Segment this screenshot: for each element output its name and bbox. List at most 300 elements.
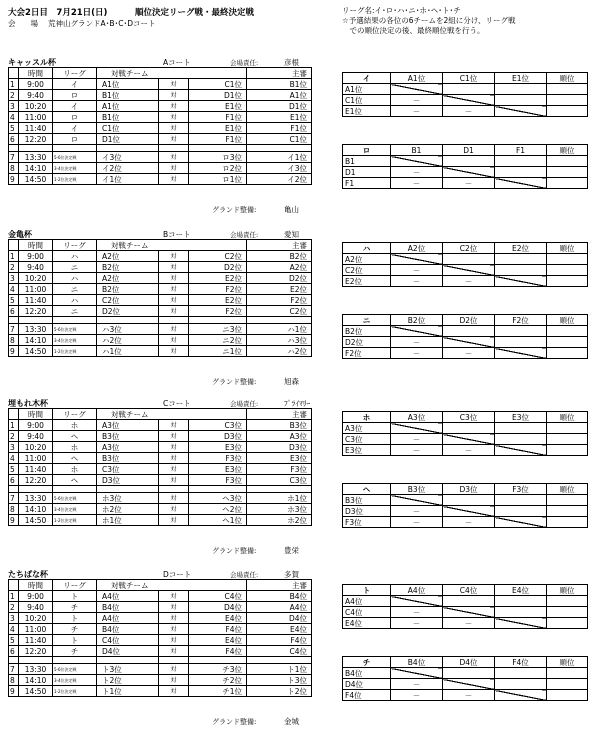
- vs-mark: 対: [159, 515, 189, 526]
- league-name: ホ: [343, 412, 391, 423]
- away-team: E2位: [189, 273, 247, 284]
- match-time: 10:20: [19, 613, 53, 624]
- vs-mark: 対: [159, 646, 189, 657]
- home-team: イ3位: [97, 152, 159, 163]
- match-time: 14:10: [19, 504, 53, 515]
- match-no: 6: [9, 306, 19, 317]
- match-time: 13:30: [19, 664, 53, 675]
- league-row-team: F3位: [343, 517, 391, 528]
- home-team: A1位: [97, 79, 159, 90]
- league-table: [342, 144, 588, 189]
- match-time: 12:20: [19, 134, 53, 145]
- header-teams: 対戦チーム: [97, 68, 247, 79]
- referee-team: E4位: [247, 624, 312, 635]
- venue-name: 荒神山グランドA･B･C･Dコート: [48, 19, 156, 28]
- spacer-cell: [53, 145, 97, 152]
- header-referee: 主審: [247, 580, 312, 591]
- self-match-cell: [495, 517, 547, 528]
- spacer-cell: [159, 657, 189, 664]
- schedule-block: [8, 398, 312, 570]
- rank-cell: [547, 326, 588, 337]
- home-team: A1位: [97, 101, 159, 112]
- result-cell: [443, 423, 495, 434]
- rank-cell: [547, 265, 588, 276]
- league-row: [343, 265, 588, 276]
- vs-mark: 対: [159, 79, 189, 90]
- league-col-team: F1: [495, 145, 547, 156]
- league-row-team: D3位: [343, 506, 391, 517]
- match-league: ホ: [53, 442, 97, 453]
- spacer-cell: [159, 145, 189, 152]
- spacer-cell: [9, 317, 19, 324]
- self-match-cell: [495, 106, 547, 117]
- away-team: ニ3位: [189, 324, 247, 335]
- result-cell: [495, 84, 547, 95]
- match-no: 7: [9, 324, 19, 335]
- self-match-cell: [443, 337, 495, 348]
- match-time: 13:30: [19, 324, 53, 335]
- league-row: [343, 337, 588, 348]
- match-row: [9, 613, 312, 624]
- match-league: 1-2位決定戦: [53, 346, 97, 357]
- league-col-team: E2位: [495, 243, 547, 254]
- home-team: イ2位: [97, 163, 159, 174]
- league-header-row: [343, 243, 588, 254]
- league-row-team: B2位: [343, 326, 391, 337]
- rank-cell: [547, 178, 588, 189]
- league-row-team: E1位: [343, 106, 391, 117]
- result-cell: [495, 679, 547, 690]
- league-row-team: B4位: [343, 668, 391, 679]
- header-league: リーグ: [53, 68, 97, 79]
- league-col-team: A4位: [391, 585, 443, 596]
- league-row-team: F2位: [343, 348, 391, 359]
- venue-resp-label: 会場責任:: [230, 400, 259, 408]
- match-league: ホ: [53, 420, 97, 431]
- match-no: 9: [9, 346, 19, 357]
- league-row: [343, 690, 588, 701]
- rank-cell: [547, 679, 588, 690]
- league-row-team: D2位: [343, 337, 391, 348]
- league-col-team: A2位: [391, 243, 443, 254]
- result-dash: －: [391, 445, 443, 456]
- vs-mark: 対: [159, 251, 189, 262]
- home-team: C2位: [97, 295, 159, 306]
- referee-team: B3位: [247, 420, 312, 431]
- result-cell: [495, 95, 547, 106]
- match-time: 14:50: [19, 346, 53, 357]
- match-row: [9, 251, 312, 262]
- match-row: [9, 515, 312, 526]
- rank-header: 順位: [547, 243, 588, 254]
- spacer-cell: [9, 657, 19, 664]
- header-teams: 対戦チーム: [97, 409, 247, 420]
- referee-team: A4位: [247, 602, 312, 613]
- home-team: A4位: [97, 591, 159, 602]
- spacer-cell: [247, 486, 312, 493]
- vs-mark: 対: [159, 602, 189, 613]
- venue-resp-label: 会場責任:: [230, 571, 259, 579]
- league-row: [343, 423, 588, 434]
- result-cell: [443, 596, 495, 607]
- match-league: チ: [53, 624, 97, 635]
- match-no: 4: [9, 624, 19, 635]
- match-league: イ: [53, 123, 97, 134]
- spacer-row: [9, 657, 312, 664]
- match-no: 3: [9, 442, 19, 453]
- match-row: [9, 635, 312, 646]
- ground-label: グランド整備:: [212, 718, 257, 726]
- vs-mark: 対: [159, 346, 189, 357]
- home-team: C4位: [97, 635, 159, 646]
- home-team: A2位: [97, 251, 159, 262]
- match-row: [9, 420, 312, 431]
- away-team: E1位: [189, 123, 247, 134]
- schedule-block: [8, 57, 312, 229]
- result-cell: [495, 254, 547, 265]
- self-match-cell: [443, 265, 495, 276]
- referee-team: ホ2位: [247, 515, 312, 526]
- vs-mark: 対: [159, 475, 189, 486]
- away-team: ニ2位: [189, 335, 247, 346]
- match-row: [9, 664, 312, 675]
- match-no: 6: [9, 134, 19, 145]
- referee-team: A3位: [247, 431, 312, 442]
- away-team: ロ1位: [189, 174, 247, 185]
- self-match-cell: [443, 607, 495, 618]
- league-col-team: F2位: [495, 315, 547, 326]
- match-time: 11:00: [19, 112, 53, 123]
- home-team: ハ1位: [97, 346, 159, 357]
- home-team: B2位: [97, 262, 159, 273]
- result-dash: －: [443, 690, 495, 701]
- league-row-team: C3位: [343, 434, 391, 445]
- schedule-table: [8, 67, 312, 185]
- match-row: [9, 335, 312, 346]
- spacer-cell: [189, 657, 247, 664]
- vs-mark: 対: [159, 112, 189, 123]
- home-team: B4位: [97, 602, 159, 613]
- match-time: 14:10: [19, 163, 53, 174]
- match-row: [9, 442, 312, 453]
- self-match-cell: [443, 679, 495, 690]
- referee-team: ホ1位: [247, 493, 312, 504]
- match-time: 14:50: [19, 174, 53, 185]
- league-row: [343, 178, 588, 189]
- vs-mark: 対: [159, 152, 189, 163]
- league-row: [343, 495, 588, 506]
- match-no: 1: [9, 251, 19, 262]
- result-cell: [443, 156, 495, 167]
- rank-cell: [547, 668, 588, 679]
- result-dash: －: [391, 506, 443, 517]
- league-name: ニ: [343, 315, 391, 326]
- league-row-team: D4位: [343, 679, 391, 690]
- referee-team: B4位: [247, 591, 312, 602]
- referee-team: B1位: [247, 79, 312, 90]
- referee-team: C2位: [247, 306, 312, 317]
- referee-team: A2位: [247, 262, 312, 273]
- match-time: 10:20: [19, 273, 53, 284]
- result-cell: [495, 156, 547, 167]
- match-time: 11:00: [19, 284, 53, 295]
- spacer-cell: [97, 657, 159, 664]
- away-team: ロ2位: [189, 163, 247, 174]
- league-header-row: [343, 145, 588, 156]
- self-match-cell: [391, 326, 443, 337]
- away-team: F3位: [189, 475, 247, 486]
- result-dash: －: [391, 337, 443, 348]
- result-dash: －: [391, 607, 443, 618]
- vs-mark: 対: [159, 295, 189, 306]
- league-note-2: ☆予選結果の各位の6チームを2組に分け、リーグ戦: [342, 16, 516, 25]
- match-league: 5-6位決定戦: [53, 664, 97, 675]
- league-row: [343, 679, 588, 690]
- match-no: 1: [9, 591, 19, 602]
- match-league: ニ: [53, 284, 97, 295]
- match-league: 1-2位決定戦: [53, 515, 97, 526]
- league-row: [343, 348, 588, 359]
- vs-mark: 対: [159, 306, 189, 317]
- self-match-cell: [391, 254, 443, 265]
- league-table: [342, 72, 588, 117]
- cup-title: たちばな杯: [8, 570, 48, 579]
- vs-mark: 対: [159, 613, 189, 624]
- league-name: ロ: [343, 145, 391, 156]
- table-header-row: [9, 409, 312, 420]
- league-row: [343, 276, 588, 287]
- schedule-block: [8, 229, 312, 401]
- match-league: ニ: [53, 262, 97, 273]
- match-league: 3-4位決定戦: [53, 163, 97, 174]
- spacer-cell: [9, 486, 19, 493]
- league-col-team: A3位: [391, 412, 443, 423]
- header-league: リーグ: [53, 240, 97, 251]
- league-name: ヘ: [343, 484, 391, 495]
- league-row: [343, 506, 588, 517]
- league-row-team: C1位: [343, 95, 391, 106]
- spacer-cell: [97, 145, 159, 152]
- league-row: [343, 445, 588, 456]
- away-team: チ3位: [189, 664, 247, 675]
- home-team: D1位: [97, 134, 159, 145]
- match-row: [9, 79, 312, 90]
- home-team: ト3位: [97, 664, 159, 675]
- vs-mark: 対: [159, 453, 189, 464]
- header-league: リーグ: [53, 580, 97, 591]
- league-col-team: B2位: [391, 315, 443, 326]
- table-header-row: [9, 580, 312, 591]
- spacer-cell: [53, 657, 97, 664]
- league-note-1: リーグ名:イ･ロ･ハ･ニ･ホ･ヘ･ト･チ: [342, 6, 461, 15]
- match-row: [9, 306, 312, 317]
- vs-mark: 対: [159, 493, 189, 504]
- self-match-cell: [391, 668, 443, 679]
- result-cell: [495, 506, 547, 517]
- away-team: チ2位: [189, 675, 247, 686]
- match-time: 9:00: [19, 251, 53, 262]
- result-dash: －: [443, 106, 495, 117]
- match-league: 5-6位決定戦: [53, 152, 97, 163]
- result-cell: [443, 495, 495, 506]
- result-cell: [495, 434, 547, 445]
- league-header-row: [343, 412, 588, 423]
- match-no: 4: [9, 112, 19, 123]
- rank-cell: [547, 618, 588, 629]
- venue-resp-value: 愛知: [284, 230, 299, 239]
- league-col-team: C3位: [443, 412, 495, 423]
- match-time: 9:00: [19, 420, 53, 431]
- match-league: 5-6位決定戦: [53, 493, 97, 504]
- match-league: ハ: [53, 251, 97, 262]
- match-no: 2: [9, 431, 19, 442]
- away-team: F1位: [189, 134, 247, 145]
- match-row: [9, 464, 312, 475]
- referee-team: D1位: [247, 101, 312, 112]
- home-team: B3位: [97, 453, 159, 464]
- referee-team: E2位: [247, 284, 312, 295]
- match-no: 1: [9, 420, 19, 431]
- away-team: E3位: [189, 464, 247, 475]
- result-dash: －: [391, 167, 443, 178]
- rank-cell: [547, 337, 588, 348]
- result-dash: －: [391, 265, 443, 276]
- league-row-team: C2位: [343, 265, 391, 276]
- league-row: [343, 84, 588, 95]
- rank-cell: [547, 596, 588, 607]
- vs-mark: 対: [159, 324, 189, 335]
- schedule-table: [8, 239, 312, 357]
- result-cell: [443, 84, 495, 95]
- home-team: ホ1位: [97, 515, 159, 526]
- rank-cell: [547, 84, 588, 95]
- match-no: 2: [9, 602, 19, 613]
- league-name: ト: [343, 585, 391, 596]
- referee-team: ト1位: [247, 664, 312, 675]
- match-league: ロ: [53, 90, 97, 101]
- match-no: 5: [9, 635, 19, 646]
- league-col-team: B3位: [391, 484, 443, 495]
- day-heading: 大会2日目 7月21日(日): [8, 8, 108, 18]
- match-no: 8: [9, 675, 19, 686]
- referee-team: C4位: [247, 646, 312, 657]
- vs-mark: 対: [159, 163, 189, 174]
- referee-team: E3位: [247, 453, 312, 464]
- match-league: 5-6位決定戦: [53, 324, 97, 335]
- result-cell: [443, 254, 495, 265]
- spacer-cell: [53, 486, 97, 493]
- spacer-cell: [189, 145, 247, 152]
- match-no: 9: [9, 686, 19, 697]
- referee-team: ハ1位: [247, 324, 312, 335]
- ground-label: グランド整備:: [212, 547, 257, 555]
- self-match-cell: [443, 506, 495, 517]
- result-cell: [443, 326, 495, 337]
- league-col-team: E3位: [495, 412, 547, 423]
- rank-header: 順位: [547, 315, 588, 326]
- match-row: [9, 602, 312, 613]
- referee-team: A1位: [247, 90, 312, 101]
- match-league: イ: [53, 101, 97, 112]
- vs-mark: 対: [159, 431, 189, 442]
- spacer-cell: [19, 145, 53, 152]
- result-dash: －: [391, 178, 443, 189]
- header-time: 時間: [19, 240, 53, 251]
- match-time: 11:40: [19, 295, 53, 306]
- schedule-table: [8, 579, 312, 697]
- match-row: [9, 262, 312, 273]
- match-time: 13:30: [19, 493, 53, 504]
- vs-mark: 対: [159, 624, 189, 635]
- result-cell: [495, 607, 547, 618]
- schedule-block: [8, 569, 312, 741]
- match-row: [9, 686, 312, 697]
- league-row-team: A2位: [343, 254, 391, 265]
- rank-cell: [547, 254, 588, 265]
- away-team: F2位: [189, 306, 247, 317]
- vs-mark: 対: [159, 273, 189, 284]
- result-cell: [495, 495, 547, 506]
- league-header-row: [343, 657, 588, 668]
- match-no: 7: [9, 664, 19, 675]
- spacer-row: [9, 145, 312, 152]
- league-col-team: A1位: [391, 73, 443, 84]
- match-league: ロ: [53, 112, 97, 123]
- match-time: 11:40: [19, 635, 53, 646]
- court-name: Cコート: [163, 399, 191, 408]
- referee-team: ハ3位: [247, 335, 312, 346]
- match-row: [9, 134, 312, 145]
- ground-value: 亀山: [284, 205, 299, 214]
- header-time: 時間: [19, 68, 53, 79]
- away-team: D3位: [189, 431, 247, 442]
- away-team: C1位: [189, 79, 247, 90]
- league-row: [343, 607, 588, 618]
- match-no: 8: [9, 335, 19, 346]
- rank-header: 順位: [547, 73, 588, 84]
- self-match-cell: [495, 348, 547, 359]
- referee-team: ト2位: [247, 686, 312, 697]
- home-team: C1位: [97, 123, 159, 134]
- self-match-cell: [391, 156, 443, 167]
- home-team: C3位: [97, 464, 159, 475]
- match-row: [9, 346, 312, 357]
- spacer-cell: [247, 145, 312, 152]
- match-time: 14:10: [19, 335, 53, 346]
- match-league: ト: [53, 591, 97, 602]
- league-col-team: C4位: [443, 585, 495, 596]
- match-row: [9, 453, 312, 464]
- self-match-cell: [391, 84, 443, 95]
- vs-mark: 対: [159, 442, 189, 453]
- spacer-cell: [159, 317, 189, 324]
- match-row: [9, 112, 312, 123]
- match-league: チ: [53, 602, 97, 613]
- rank-cell: [547, 348, 588, 359]
- header-no: [9, 240, 19, 251]
- match-league: ヘ: [53, 431, 97, 442]
- vs-mark: 対: [159, 174, 189, 185]
- rank-cell: [547, 445, 588, 456]
- home-team: ハ3位: [97, 324, 159, 335]
- header-no: [9, 409, 19, 420]
- result-dash: －: [443, 445, 495, 456]
- spacer-cell: [97, 317, 159, 324]
- match-time: 10:20: [19, 442, 53, 453]
- match-league: ホ: [53, 464, 97, 475]
- home-team: D3位: [97, 475, 159, 486]
- home-team: D4位: [97, 646, 159, 657]
